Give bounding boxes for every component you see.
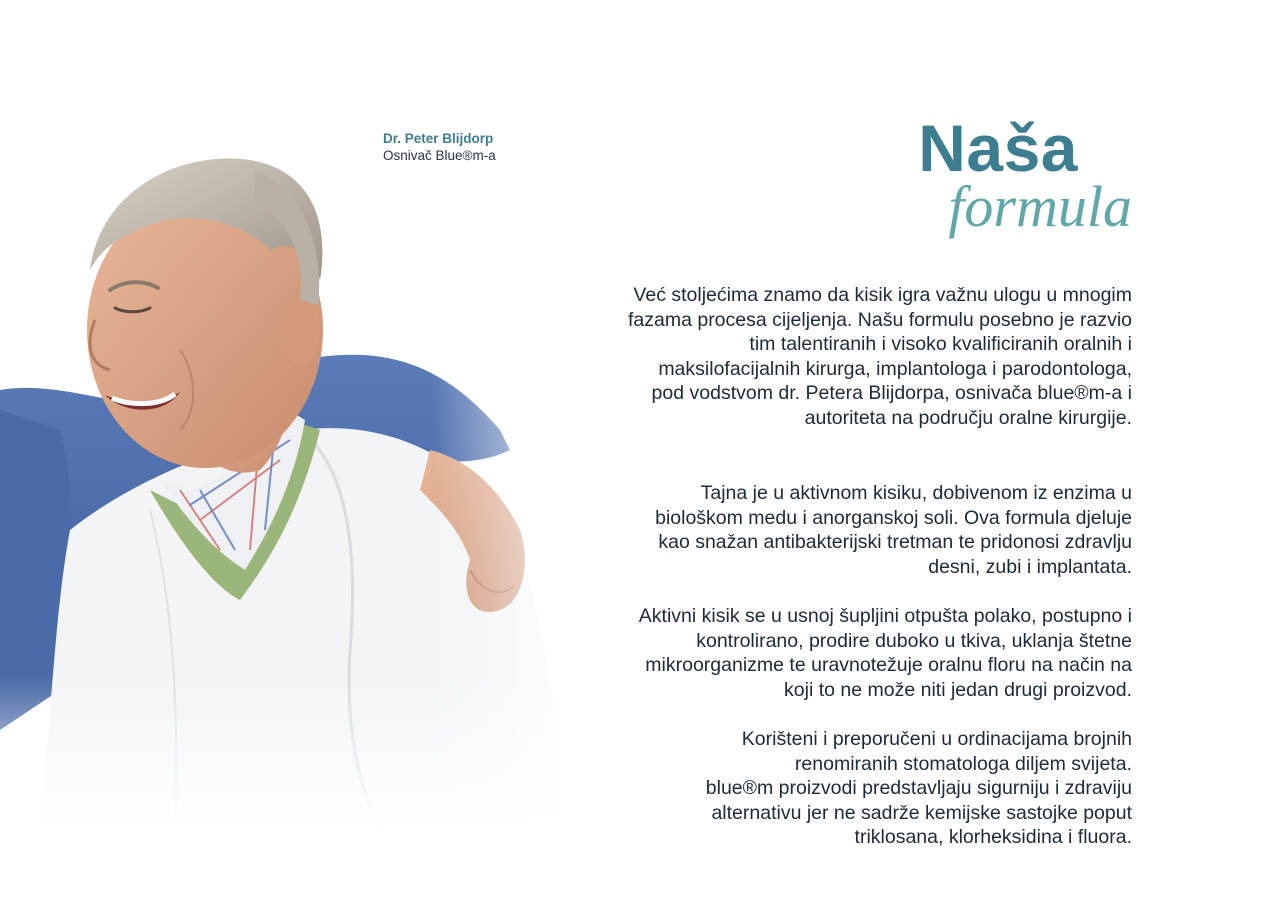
heading-line-1: Naša bbox=[918, 111, 1078, 185]
paragraph-line: fazama procesa cijeljenja. Našu formulu posebno je razvio bbox=[627, 308, 1132, 331]
paragraph-line: Aktivni kisik se u usnoj šupljini otpušta polako, postupno i bbox=[638, 605, 1132, 627]
caption-name: Dr. Peter Blijdorp bbox=[383, 131, 494, 146]
paragraph-line: Već stoljećima znamo da kisik igra važnu ulogu u mnogim bbox=[633, 284, 1132, 306]
paragraph-line: desni, zubi i implantata. bbox=[928, 555, 1132, 578]
paragraph-line: autoriteta na području oralne kirurgije. bbox=[804, 406, 1132, 429]
paragraph-line: triklosana, klorheksidina i fluora. bbox=[854, 826, 1132, 849]
caption-role: Osnivač Blue®m-a bbox=[383, 148, 496, 163]
paragraph-4 bbox=[532, 727, 1132, 850]
paragraph-line: blue®m proizvodi predstavljaju sigurniju i zdraviju bbox=[705, 777, 1132, 800]
founder-photo bbox=[0, 130, 600, 830]
paragraph-line: pod vodstvom dr. Petera Blijdorpa, osnivača blue®m-a i bbox=[651, 382, 1132, 405]
paragraph-line: koji to ne može niti jedan drugi proizvod. bbox=[784, 678, 1132, 701]
paragraph-3 bbox=[532, 604, 1132, 702]
paragraph-line: maksilofacijalnih kirurga, implantologa i parodontologa, bbox=[658, 357, 1132, 380]
paragraph-line: kontrolirano, prodire duboko u tkiva, uklanja štetne bbox=[696, 629, 1132, 652]
paragraph-line: renomiranih stomatologa diljem svijeta. bbox=[794, 752, 1132, 775]
paragraph-2 bbox=[532, 481, 1132, 579]
paragraph-line: mikroorganizme te uravnotežuje oralnu floru na način na bbox=[645, 654, 1132, 677]
paragraph-line: biološkom medu i anorganskoj soli. Ova formula djeluje bbox=[655, 506, 1132, 529]
photo-caption bbox=[383, 130, 496, 164]
heading-line-2: formula bbox=[948, 174, 1132, 239]
paragraph-line: Tajna je u aktivnom kisiku, dobivenom iz enzima u bbox=[700, 482, 1132, 504]
paragraph-1 bbox=[532, 283, 1132, 431]
paragraph-line: alternativu jer ne sadrže kemijske sastojke poput bbox=[711, 801, 1132, 824]
paragraph-line: tim talentiranih i visoko kvalificiranih oralnih i bbox=[749, 333, 1132, 356]
paragraph-line: kao snažan antibakterijski tretman te pridonosi zdravlju bbox=[658, 531, 1132, 554]
paragraph-line: Korišteni i preporučeni u ordinacijama brojnih bbox=[741, 728, 1132, 750]
